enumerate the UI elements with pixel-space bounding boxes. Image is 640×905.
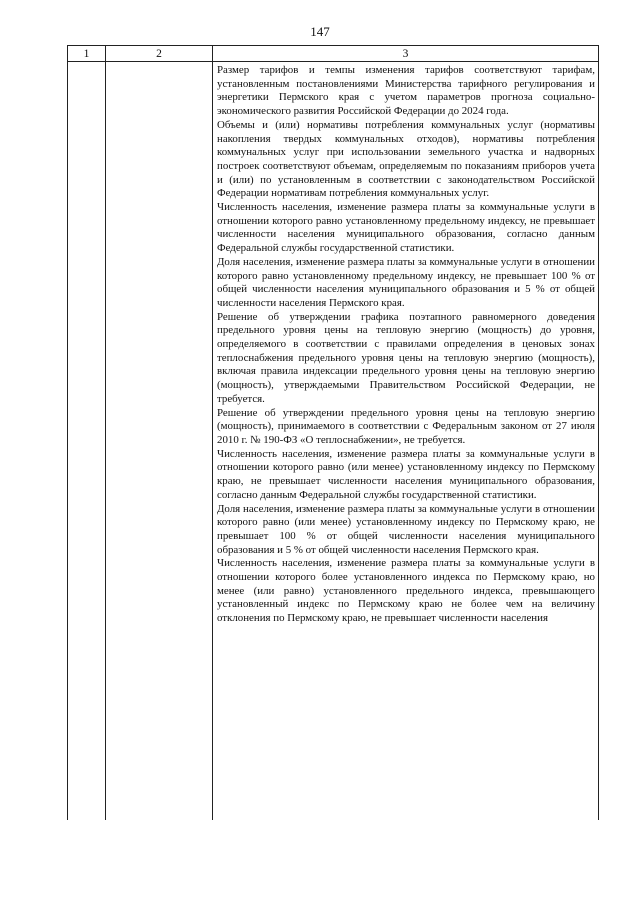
page-number: 147 bbox=[310, 24, 330, 39]
paragraph-population-above-index: Численность населения, изменение размера платы за коммунальные услуги в отношении которого более установленного индекса по Пермскому краю, но менее (или равно) установленного предельного индекса, превышающего установленный индекс по Пермскому краю не более чем на величину отклонения по Пермскому краю, не превышает численности населения bbox=[217, 557, 595, 625]
document-table bbox=[67, 45, 599, 820]
column-header-3: 3 bbox=[213, 46, 599, 62]
paragraph-population-share-equal-limit: Доля населения, изменение размера платы за коммунальные услуги в отношении которого равно установленному предельному индексу, не превышает 100 % от общей численности населения муниципального образования и 5 % от общей численности населения Пермского края. bbox=[217, 255, 595, 309]
table-row bbox=[68, 62, 599, 821]
paragraph-heat-price-schedule: Решение об утверждении графика поэтапного равномерного доведения предельного уровня цены на тепловую энергию (мощность) до уровня, определяемого в соответствии с правилами определения в ценовых зонах теплоснабжения предельного уровня цены на тепловую энергию (мощность), включая правила индексации предельного уровня цены на тепловую энергию (мощность), утверждаемыми Правительством Российской Федерации, не требуется. bbox=[217, 310, 595, 405]
paragraph-consumption-volumes: Объемы и (или) нормативы потребления коммунальных услуг (нормативы накопления твердых коммунальных отходов), нормативы потребления коммунальных услуг при использовании земельного участка и надворных построек соответствуют объемам, определяемым по показаниям приборов учета и (или) по установленным в соответствии с законодательством Российской Федерации нормативам потребления коммунальных услуг. bbox=[217, 118, 595, 200]
table-cell-col-3 bbox=[213, 62, 599, 821]
column-header-1: 1 bbox=[68, 46, 106, 62]
paragraph-population-share-equal-or-less-index: Доля населения, изменение размера платы за коммунальные услуги в отношении которого равно (или менее) установленному индексу по Пермскому краю, не превышает 100 % от общей численности населения муниципального образования и 5 % от общей численности населения Пермского края. bbox=[217, 502, 595, 556]
table-cell-col-1 bbox=[68, 62, 106, 821]
paragraph-heat-price-limit: Решение об утверждении предельного уровня цены на тепловую энергию (мощность), принимаемого в соответствии с Федеральным законом от 27 июля 2010 г. № 190-ФЗ «О теплоснабжении», не требуется. bbox=[217, 406, 595, 446]
paragraph-tariff-size: Размер тарифов и темпы изменения тарифов соответствуют тарифам, установленным постановлениями Министерства тарифного регулирования и энергетики Пермского края с учетом параметров прогноза социально-экономического развития Российской Федерации до 2024 года. bbox=[217, 64, 595, 118]
paragraph-population-equal-limit: Численность населения, изменение размера платы за коммунальные услуги в отношении которого равно установленному предельному индексу, не превышает численности населения муниципального образования, согласно данным Федеральной службы государственной статистики. bbox=[217, 201, 595, 255]
paragraph-population-equal-or-less-index: Численность населения, изменение размера платы за коммунальные услуги в отношении которого равно (или менее) установленному индексу по Пермскому краю, не превышает численности населения муниципального образования, согласно данным Федеральной службы государственной статистики. bbox=[217, 447, 595, 501]
table-header-row bbox=[68, 46, 599, 62]
column-header-2: 2 bbox=[106, 46, 213, 62]
table-cell-col-2 bbox=[106, 62, 213, 821]
